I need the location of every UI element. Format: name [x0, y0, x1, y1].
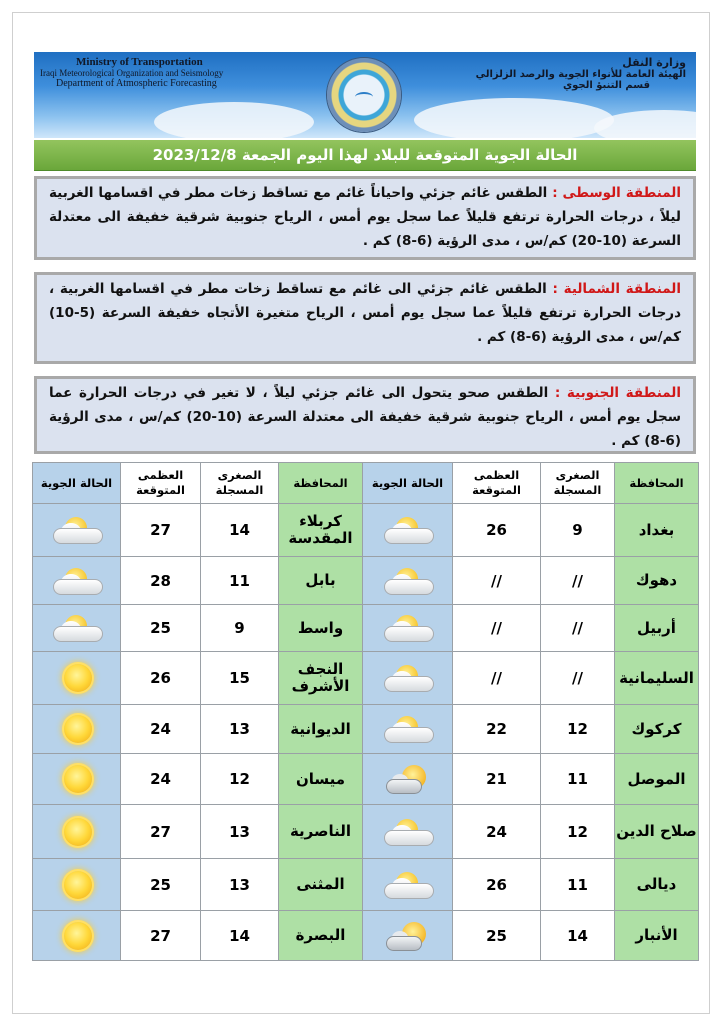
max-temp: 27	[121, 805, 201, 859]
weather-cell	[363, 557, 453, 605]
province-name: الموصل	[615, 754, 699, 805]
banner-cloud	[414, 98, 614, 138]
sunny-icon	[51, 871, 103, 899]
province-name: كركوك	[615, 705, 699, 754]
region-text: الطقس غائم جزئي الى غائم مع تساقط زخات مطر في اقسامها الغربية ، درجات الحرارة ترتفع قليلاً عما سجل يوم أمس ، الرياح متغيرة الأتجاه خفيفة السرعة (5-10) كم/س ، مدى الرؤية (6-8) كم .	[49, 281, 681, 345]
header-max: العظمى المتوقعة	[121, 463, 201, 504]
weather-cell	[363, 754, 453, 805]
weather-cell	[363, 911, 453, 961]
min-temp: 12	[541, 805, 615, 859]
max-temp: 25	[121, 605, 201, 652]
min-temp: 11	[201, 557, 279, 605]
max-temp: //	[453, 652, 541, 705]
province-name: دهوك	[615, 557, 699, 605]
header-english	[40, 56, 223, 89]
weather-cell	[363, 805, 453, 859]
min-temp: 12	[541, 705, 615, 754]
forecast-table	[32, 462, 699, 961]
header-banner	[34, 52, 696, 138]
partly-cloudy-icon	[382, 871, 434, 899]
table-row	[33, 557, 699, 605]
province-name: واسط	[279, 605, 363, 652]
partly-cloudy-icon	[382, 567, 434, 595]
sunny-icon	[51, 664, 103, 692]
max-temp: 25	[121, 859, 201, 911]
province-name: كربلاء المقدسة	[279, 504, 363, 557]
province-name: البصرة	[279, 911, 363, 961]
max-temp: 24	[121, 754, 201, 805]
weather-cell	[33, 911, 121, 961]
cloud-sun-icon	[382, 922, 434, 950]
min-temp: //	[541, 605, 615, 652]
max-temp: 21	[453, 754, 541, 805]
min-temp: 12	[201, 754, 279, 805]
table-row	[33, 859, 699, 911]
table-row	[33, 754, 699, 805]
max-temp: 27	[121, 504, 201, 557]
max-temp: 26	[121, 652, 201, 705]
province-name: بابل	[279, 557, 363, 605]
partly-cloudy-icon	[51, 614, 103, 642]
max-temp: 26	[453, 504, 541, 557]
max-temp: //	[453, 605, 541, 652]
province-name: المثنى	[279, 859, 363, 911]
organization-logo	[327, 58, 401, 132]
header-max: العظمى المتوقعة	[453, 463, 541, 504]
min-temp: 14	[201, 504, 279, 557]
ministry-en: Ministry of Transportation	[76, 56, 203, 68]
province-name: الديوانية	[279, 705, 363, 754]
max-temp: 25	[453, 911, 541, 961]
min-temp: 11	[541, 754, 615, 805]
max-temp: 24	[453, 805, 541, 859]
min-temp: //	[541, 557, 615, 605]
partly-cloudy-icon	[382, 516, 434, 544]
sunny-icon	[51, 818, 103, 846]
province-name: صلاح الدين	[615, 805, 699, 859]
province-name: الناصرية	[279, 805, 363, 859]
province-name: الأنبار	[615, 911, 699, 961]
weather-cell	[33, 557, 121, 605]
weather-cell	[33, 859, 121, 911]
header-arabic	[476, 56, 686, 91]
weather-cell	[33, 805, 121, 859]
header-weather: الحالة الجوية	[33, 463, 121, 504]
header-min: الصغرى المسجلة	[201, 463, 279, 504]
weather-cell	[33, 605, 121, 652]
weather-cell	[363, 859, 453, 911]
region-name: المنطقة الجنوبية :	[554, 385, 681, 401]
region-text: الطقس صحو يتحول الى غائم جزئي ليلاً ، لا تغير في درجات الحرارة عما سجل يوم أمس ، الرياح جنوبية شرقية خفيفة الى معتدلة السرعة (10-20) كم/س ، مدى الرؤية (6-8) كم .	[49, 385, 681, 449]
weather-cell	[33, 705, 121, 754]
header-province: المحافظة	[279, 463, 363, 504]
organization-ar: الهيئة العامة للأنواء الجوية والرصد الزلزالي	[475, 69, 686, 80]
province-name: ميسان	[279, 754, 363, 805]
partly-cloudy-icon	[382, 614, 434, 642]
province-name: أربيل	[615, 605, 699, 652]
min-temp: 9	[201, 605, 279, 652]
min-temp: 14	[201, 911, 279, 961]
weather-cell	[33, 754, 121, 805]
max-temp: //	[453, 557, 541, 605]
header-weather: الحالة الجوية	[363, 463, 453, 504]
table-row	[33, 605, 699, 652]
weather-cell	[363, 504, 453, 557]
weather-cell	[363, 652, 453, 705]
header-min: الصغرى المسجلة	[541, 463, 615, 504]
weather-cell	[33, 504, 121, 557]
organization-en: Iraqi Meteorological Organization and Seismology	[40, 68, 224, 78]
partly-cloudy-icon	[382, 818, 434, 846]
sunny-icon	[51, 922, 103, 950]
province-name: السليمانية	[615, 652, 699, 705]
min-temp: 13	[201, 805, 279, 859]
max-temp: 26	[453, 859, 541, 911]
header-province: المحافظة	[615, 463, 699, 504]
partly-cloudy-icon	[382, 664, 434, 692]
ministry-ar: وزارة النقل	[622, 56, 686, 69]
region-name: المنطقة الوسطى :	[552, 185, 682, 201]
table-row	[33, 705, 699, 754]
banner-cloud	[154, 102, 314, 138]
sunny-icon	[51, 765, 103, 793]
forecast-title: الحالة الجوية المتوقعة للبلاد لهذا اليوم الجمعة 2023/12/8	[34, 140, 696, 171]
region-text: الطقس غائم جزئي واحياناً غائم مع تساقط زخات مطر في اقسامها الغربية ليلاً ، درجات الحرارة ترتفع قليلاً عما سجل يوم أمس ، الرياح جنوبية شرقية خفيفة الى معتدلة السرعة (10-20) كم/س ، مدى الرؤية (6-8) كم .	[49, 185, 681, 249]
min-temp: 15	[201, 652, 279, 705]
partly-cloudy-icon	[51, 567, 103, 595]
region-south	[34, 376, 696, 454]
max-temp: 27	[121, 911, 201, 961]
min-temp: 14	[541, 911, 615, 961]
min-temp: 11	[541, 859, 615, 911]
table-row	[33, 805, 699, 859]
partly-cloudy-icon	[382, 715, 434, 743]
min-temp: //	[541, 652, 615, 705]
min-temp: 13	[201, 705, 279, 754]
weather-cell	[33, 652, 121, 705]
cloud-sun-icon	[382, 765, 434, 793]
weather-cell	[363, 705, 453, 754]
table-header-row	[33, 463, 699, 504]
table-row	[33, 652, 699, 705]
partly-cloudy-icon	[51, 516, 103, 544]
region-name: المنطقة الشمالية :	[552, 281, 681, 297]
province-name: النجف الأشرف	[279, 652, 363, 705]
min-temp: 13	[201, 859, 279, 911]
sunny-icon	[51, 715, 103, 743]
max-temp: 24	[121, 705, 201, 754]
region-north	[34, 272, 696, 364]
department-en: Department of Atmospheric Forecasting	[56, 78, 217, 89]
department-ar: قسم التنبؤ الجوي	[562, 80, 650, 91]
province-name: ديالى	[615, 859, 699, 911]
weather-cell	[363, 605, 453, 652]
min-temp: 9	[541, 504, 615, 557]
region-central	[34, 176, 696, 260]
province-name: بغداد	[615, 504, 699, 557]
table-row	[33, 911, 699, 961]
max-temp: 28	[121, 557, 201, 605]
table-row	[33, 504, 699, 557]
max-temp: 22	[453, 705, 541, 754]
